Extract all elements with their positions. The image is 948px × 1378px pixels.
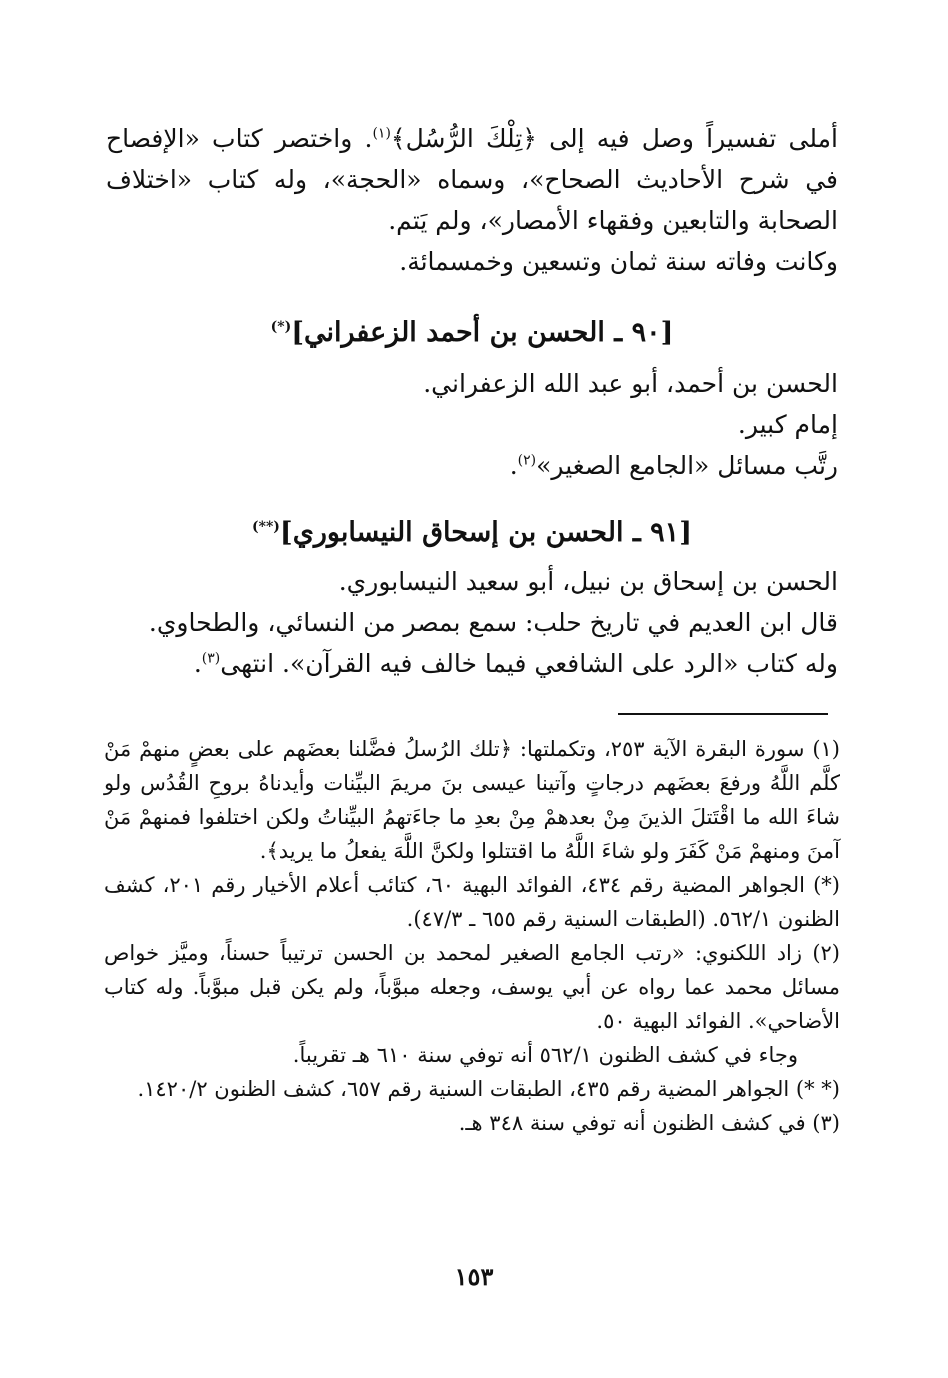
entry-91-work xyxy=(106,643,838,684)
entry-91-work-text: وله كتاب «الرد على الشافعي فيما خالف فيه القرآن». انتهى xyxy=(220,649,838,678)
entry-90-name: الحسن بن أحمد، أبو عبد الله الزعفراني. xyxy=(423,369,838,398)
footnote-separator xyxy=(618,713,828,715)
page-number: ١٥٣ xyxy=(454,1262,494,1291)
paragraph-text: أملى تفسيراً وصل فيه إلى ﴿تِلْكَ الرُّسُل﴾ xyxy=(390,124,838,153)
footnote-2: (٢) زاد اللكنوي: «رتب الجامع الصغير لمحمد بن الحسن ترتيباً حسناً، وميَّز خواص مسائل محمد عما رواه عن أبي يوسف، وجعله مبوَّباً، ولم يكن قبل مبوَّباً. وله كتاب الأضاحي». الفوائد البهية ٥٠. xyxy=(104,941,840,1033)
footnote-1: (١) سورة البقرة الآية ٢٥٣، وتكملتها: ﴿تلك الرُسلُ فضَّلنا بعضَهم على بعضٍ منهمْ مَنْ كلَّم اللَّهُ ورفعَ بعضَهم درجاتٍ وآتينا عيسى بنَ مريمَ البيِّنات وأيدناهُ بروحِ القُدُس ولو شاءَ الله ما اقْتَتلَ الذينَ مِنْ بعدهمْ مِنْ بعدِ ما جاءَتهمُ البيِّناتُ ولكن اختلفوا فمنهمْ مَنْ آمنَ ومنهمْ مَنْ كَفَرَ ولو شاءَ اللَّهُ ما اقتتلوا ولكنَّ اللَّهَ يفعلُ ما يريد﴾. xyxy=(104,737,840,863)
entry-heading-90 xyxy=(106,312,838,353)
entry-90-work-text: رتَّب مسائل «الجامع الصغير» xyxy=(536,451,838,480)
entry-90-work-end: . xyxy=(509,451,518,480)
entry-heading-91 xyxy=(106,512,838,553)
entry-90-rank: إمام كبير. xyxy=(737,410,838,439)
entry-heading-text: [٩١ ـ الحسن بن إسحاق النيسابوري] xyxy=(279,517,692,548)
footnote-2-continuation: وجاء في كشف الظنون ٥٦٢/١ أنه توفي سنة ٦١٠ هـ تقريباً. xyxy=(292,1043,798,1067)
paragraph-tafsir xyxy=(106,118,838,241)
source-mark-star[interactable]: (*) xyxy=(270,319,292,335)
paragraph-text-rest: . واختصر كتاب «الإفصاح في شرح الأحاديث الصحاح»، وسماه «الحجة»، وله كتاب «اختلاف الصحابة والتابعين وفقهاء الأمصار»، ولم يَتم. xyxy=(106,124,838,235)
entry-91-quote: قال ابن العديم في تاريخ حلب: سمع بمصر من النسائي، والطحاوي. xyxy=(148,608,838,637)
entry-91-name: الحسن بن إسحاق بن نبيل، أبو سعيد النيسابوري. xyxy=(338,567,838,596)
footnote-ref-2[interactable]: (٢) xyxy=(517,452,537,469)
footnote-ref-3[interactable]: (٣) xyxy=(201,650,221,667)
footnote-ref-1[interactable]: (١) xyxy=(372,125,391,142)
entry-90-work xyxy=(106,445,838,486)
paragraph-death: وكانت وفاته سنة ثمان وتسعين وخمسمائة. xyxy=(399,247,838,276)
entry-91-work-end: . xyxy=(193,649,202,678)
source-mark-double-star[interactable]: (**) xyxy=(252,519,280,535)
footnote-3: (٣) في كشف الظنون أنه توفي سنة ٣٤٨ هـ. xyxy=(458,1111,840,1135)
footnotes xyxy=(104,732,840,1140)
footnote-star-2: (* *) الجواهر المضية رقم ٤٣٥، الطبقات السنية رقم ٦٥٧، كشف الظنون ١٤٢٠/٢. xyxy=(137,1077,840,1101)
entry-heading-text: [٩٠ ـ الحسن بن أحمد الزعفراني] xyxy=(291,317,674,348)
main-text xyxy=(106,118,838,684)
footnote-star-1: (*) الجواهر المضية رقم ٤٣٤، الفوائد البهية ٦٠، كتائب أعلام الأخيار رقم ٢٠١، كشف الظنون ٥٦٢/١. (الطبقات السنية رقم ٦٥٥ ـ ٤٧/٣). xyxy=(104,873,840,931)
